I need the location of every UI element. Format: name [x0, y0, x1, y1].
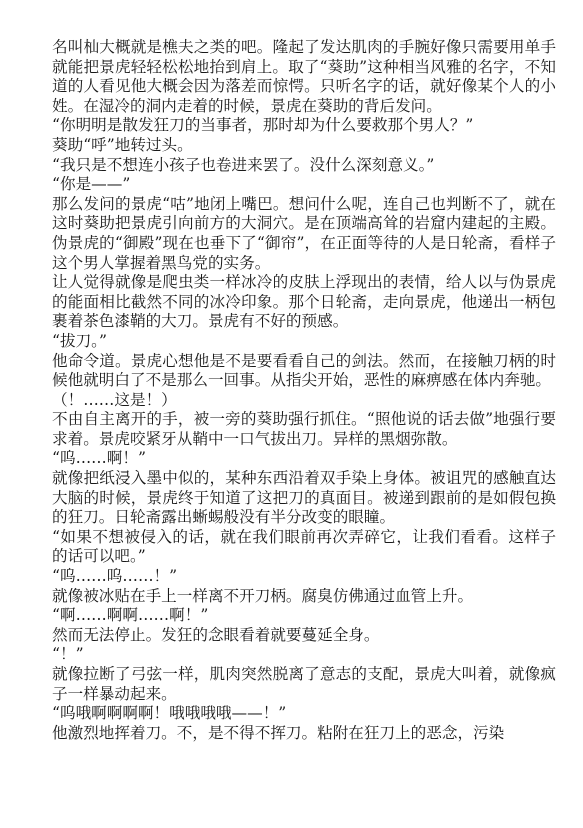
paragraph-20: 就像拉断了弓弦一样，肌肉突然脱离了意志的支配，景虎大叫着，就像疯子一样暴动起来。 — [52, 665, 556, 703]
paragraph-12: “呜……啊！” — [52, 449, 146, 468]
paragraph-11: 不由自主离开的手，被一旁的葵助强行抓住。“照他说的话去做”地强行要求着。景虎咬紧牙从鞘中一口气拔出刀。异样的黑烟弥散。 — [52, 410, 556, 448]
paragraph-16: 就像被冰贴在手上一样离不开刀柄。腐臭仿佛通过血管上升。 — [52, 586, 474, 605]
paragraph-22: 他激烈地挥着刀。不，是不得不挥刀。粘附在狂刀上的恶念，污染 — [52, 723, 505, 742]
paragraph-2: “你明明是散发狂刀的当事者，那时却为什么要救那个男人？” — [52, 116, 474, 135]
paragraph-9: 他命令道。景虎心想他是不是要看看自己的剑法。然而，在接触刀柄的时候他就明白了不是那么一回事。从指尖开始，恶性的麻痹感在体内奔驰。 — [52, 351, 556, 390]
paragraph-5: “你是——” — [52, 175, 131, 194]
paragraph-13: 就像把纸浸入墨中似的，某种东西沿着双手染上身体。被诅咒的感触直达大脑的时候，景虎终于知道了这把刀的真面目。被递到跟前的是如假包换的狂刀。日轮斋露出蜥蜴般没有半分改变的眼瞳。 — [52, 469, 556, 527]
paragraph-10: （！……这是！） — [52, 390, 177, 409]
paragraph-6: 那么发问的景虎“咕”地闭上嘴巴。想问什么呢，连自己也判断不了，就在这时葵助把景虎引向前方的大洞穴。是在顶端高耸的岩窟内建起的主殿。伪景虎的“御殿”现在也垂下了“御帘”，在正面等待的人是日轮斋，看样子这个男人掌握着黑鸟党的实务。 — [52, 194, 556, 272]
document-page — [52, 38, 556, 743]
paragraph-1: 名叫杣大概就是樵夫之类的吧。隆起了发达肌肉的手腕好像只需要用单手就能把景虎轻轻松松地抬到肩上。取了“葵助”这种相当风雅的名字，不知道的人看见他大概会因为落差而惊愕。只听名字的话，就好像某个人的小姓。在湿冷的洞内走着的时候，景虎在葵助的背后发问。 — [52, 38, 556, 115]
paragraph-19: “！” — [52, 645, 84, 664]
paragraph-4: “我只是不想连小孩子也卷进来罢了。没什么深刻意义。” — [52, 155, 435, 174]
paragraph-15: “呜……呜……！” — [52, 567, 178, 586]
paragraph-3: 葵助“呼”地转过头。 — [52, 135, 193, 154]
paragraph-7: 让人觉得就像是爬虫类一样冰冷的皮肤上浮现出的表情，给人以与伪景虎的能面相比截然不同的冰冷印象。那个日轮斋，走向景虎，他递出一柄包裹着茶色漆鞘的大刀。景虎有不好的预感。 — [52, 273, 556, 331]
paragraph-14: “如果不想被侵入的话，就在我们眼前再次弄碎它，让我们看看。这样子的话可以吧。” — [52, 527, 556, 566]
paragraph-17: “啊……啊啊……啊！” — [52, 606, 209, 625]
paragraph-8: “拔刀。” — [52, 331, 107, 350]
paragraph-21: “呜哦啊啊啊啊！哦哦哦哦——！” — [52, 704, 287, 723]
paragraph-18: 然而无法停止。发狂的念眼看着就要蔓延全身。 — [52, 625, 380, 644]
